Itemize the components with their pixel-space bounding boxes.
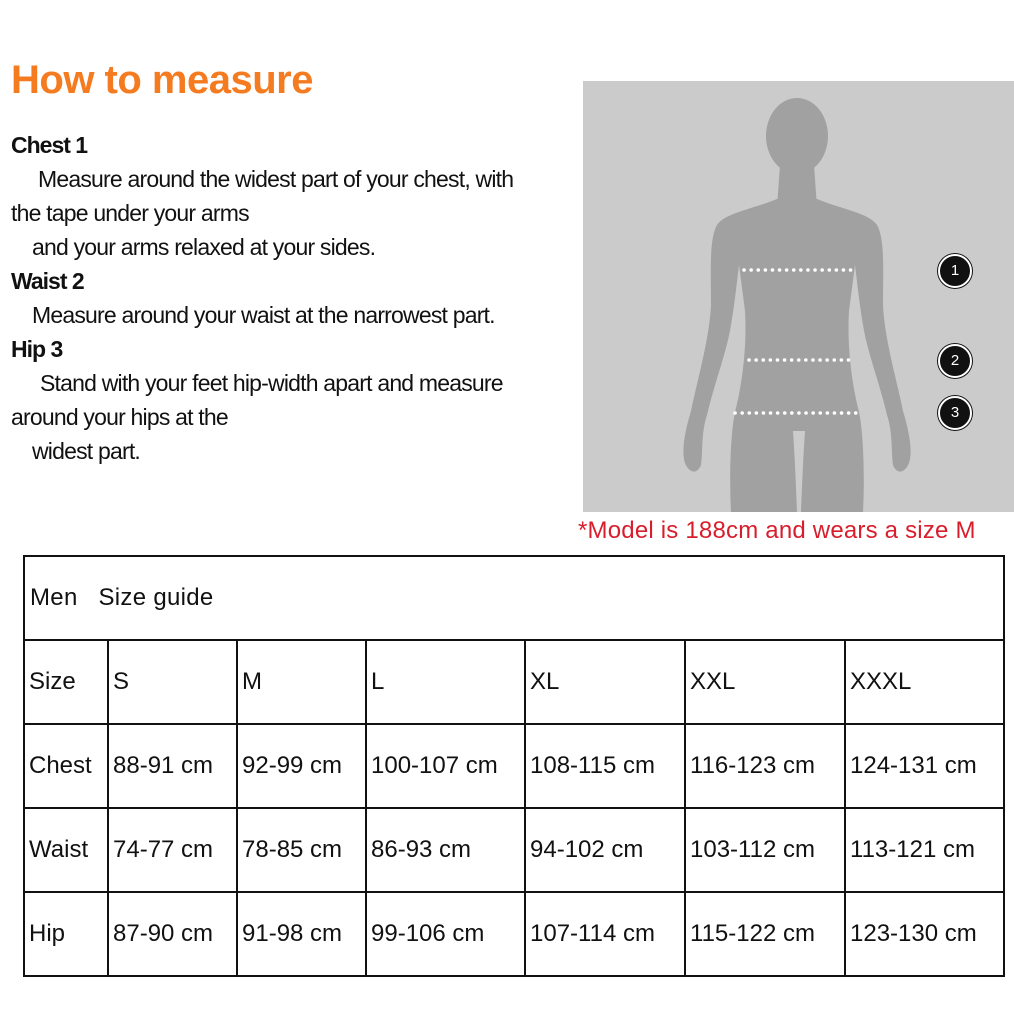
table-header-row	[24, 640, 1004, 724]
chest-text-line-3: and your arms relaxed at your sides.	[32, 234, 376, 260]
table-cell: 94-102 cm	[525, 808, 685, 892]
table-row	[24, 892, 1004, 976]
table-caption-row	[24, 556, 1004, 640]
page-title: How to measure	[11, 58, 313, 102]
header-cell: L	[366, 640, 525, 724]
table-cell: 107-114 cm	[525, 892, 685, 976]
row-label: Waist	[24, 808, 108, 892]
measure-instructions	[11, 128, 571, 468]
chest-text-line-1: Measure around the widest part of your chest, with	[38, 166, 514, 192]
chest-marker: 1	[938, 254, 972, 288]
row-label: Chest	[24, 724, 108, 808]
row-label: Hip	[24, 892, 108, 976]
waist-marker: 2	[938, 344, 972, 378]
body-figure-panel	[583, 81, 1014, 512]
header-cell: S	[108, 640, 237, 724]
table-cell: 91-98 cm	[237, 892, 366, 976]
hip-text-line-3: widest part.	[32, 438, 141, 464]
table-cell: 92-99 cm	[237, 724, 366, 808]
table-cell: 123-130 cm	[845, 892, 1004, 976]
table-row	[24, 724, 1004, 808]
hip-text-line-1: Stand with your feet hip-width apart and measure	[40, 370, 503, 396]
header-cell: Size	[24, 640, 108, 724]
header-cell: M	[237, 640, 366, 724]
table-cell: 78-85 cm	[237, 808, 366, 892]
table-cell: 103-112 cm	[685, 808, 845, 892]
hip-heading: Hip 3	[11, 336, 63, 362]
table-cell: 100-107 cm	[366, 724, 525, 808]
table-cell: 86-93 cm	[366, 808, 525, 892]
table-cell: 113-121 cm	[845, 808, 1004, 892]
header-cell: XL	[525, 640, 685, 724]
model-size-note: *Model is 188cm and wears a size M	[578, 517, 976, 544]
table-cell: 87-90 cm	[108, 892, 237, 976]
table-cell: 115-122 cm	[685, 892, 845, 976]
body-silhouette-icon	[583, 81, 1014, 512]
table-caption: Men Size guide	[24, 556, 1004, 640]
table-cell: 116-123 cm	[685, 724, 845, 808]
table-cell: 108-115 cm	[525, 724, 685, 808]
size-guide-table	[23, 555, 1005, 977]
header-cell: XXL	[685, 640, 845, 724]
table-cell: 99-106 cm	[366, 892, 525, 976]
chest-heading: Chest 1	[11, 132, 88, 158]
header-cell: XXXL	[845, 640, 1004, 724]
table-row	[24, 808, 1004, 892]
table-cell: 88-91 cm	[108, 724, 237, 808]
table-cell: 124-131 cm	[845, 724, 1004, 808]
hip-text-line-2: around your hips at the	[11, 404, 228, 430]
chest-text-line-2: the tape under your arms	[11, 200, 249, 226]
waist-text-line-1: Measure around your waist at the narrowest part.	[32, 302, 495, 328]
waist-heading: Waist 2	[11, 268, 84, 294]
table-cell: 74-77 cm	[108, 808, 237, 892]
hip-marker: 3	[938, 396, 972, 430]
